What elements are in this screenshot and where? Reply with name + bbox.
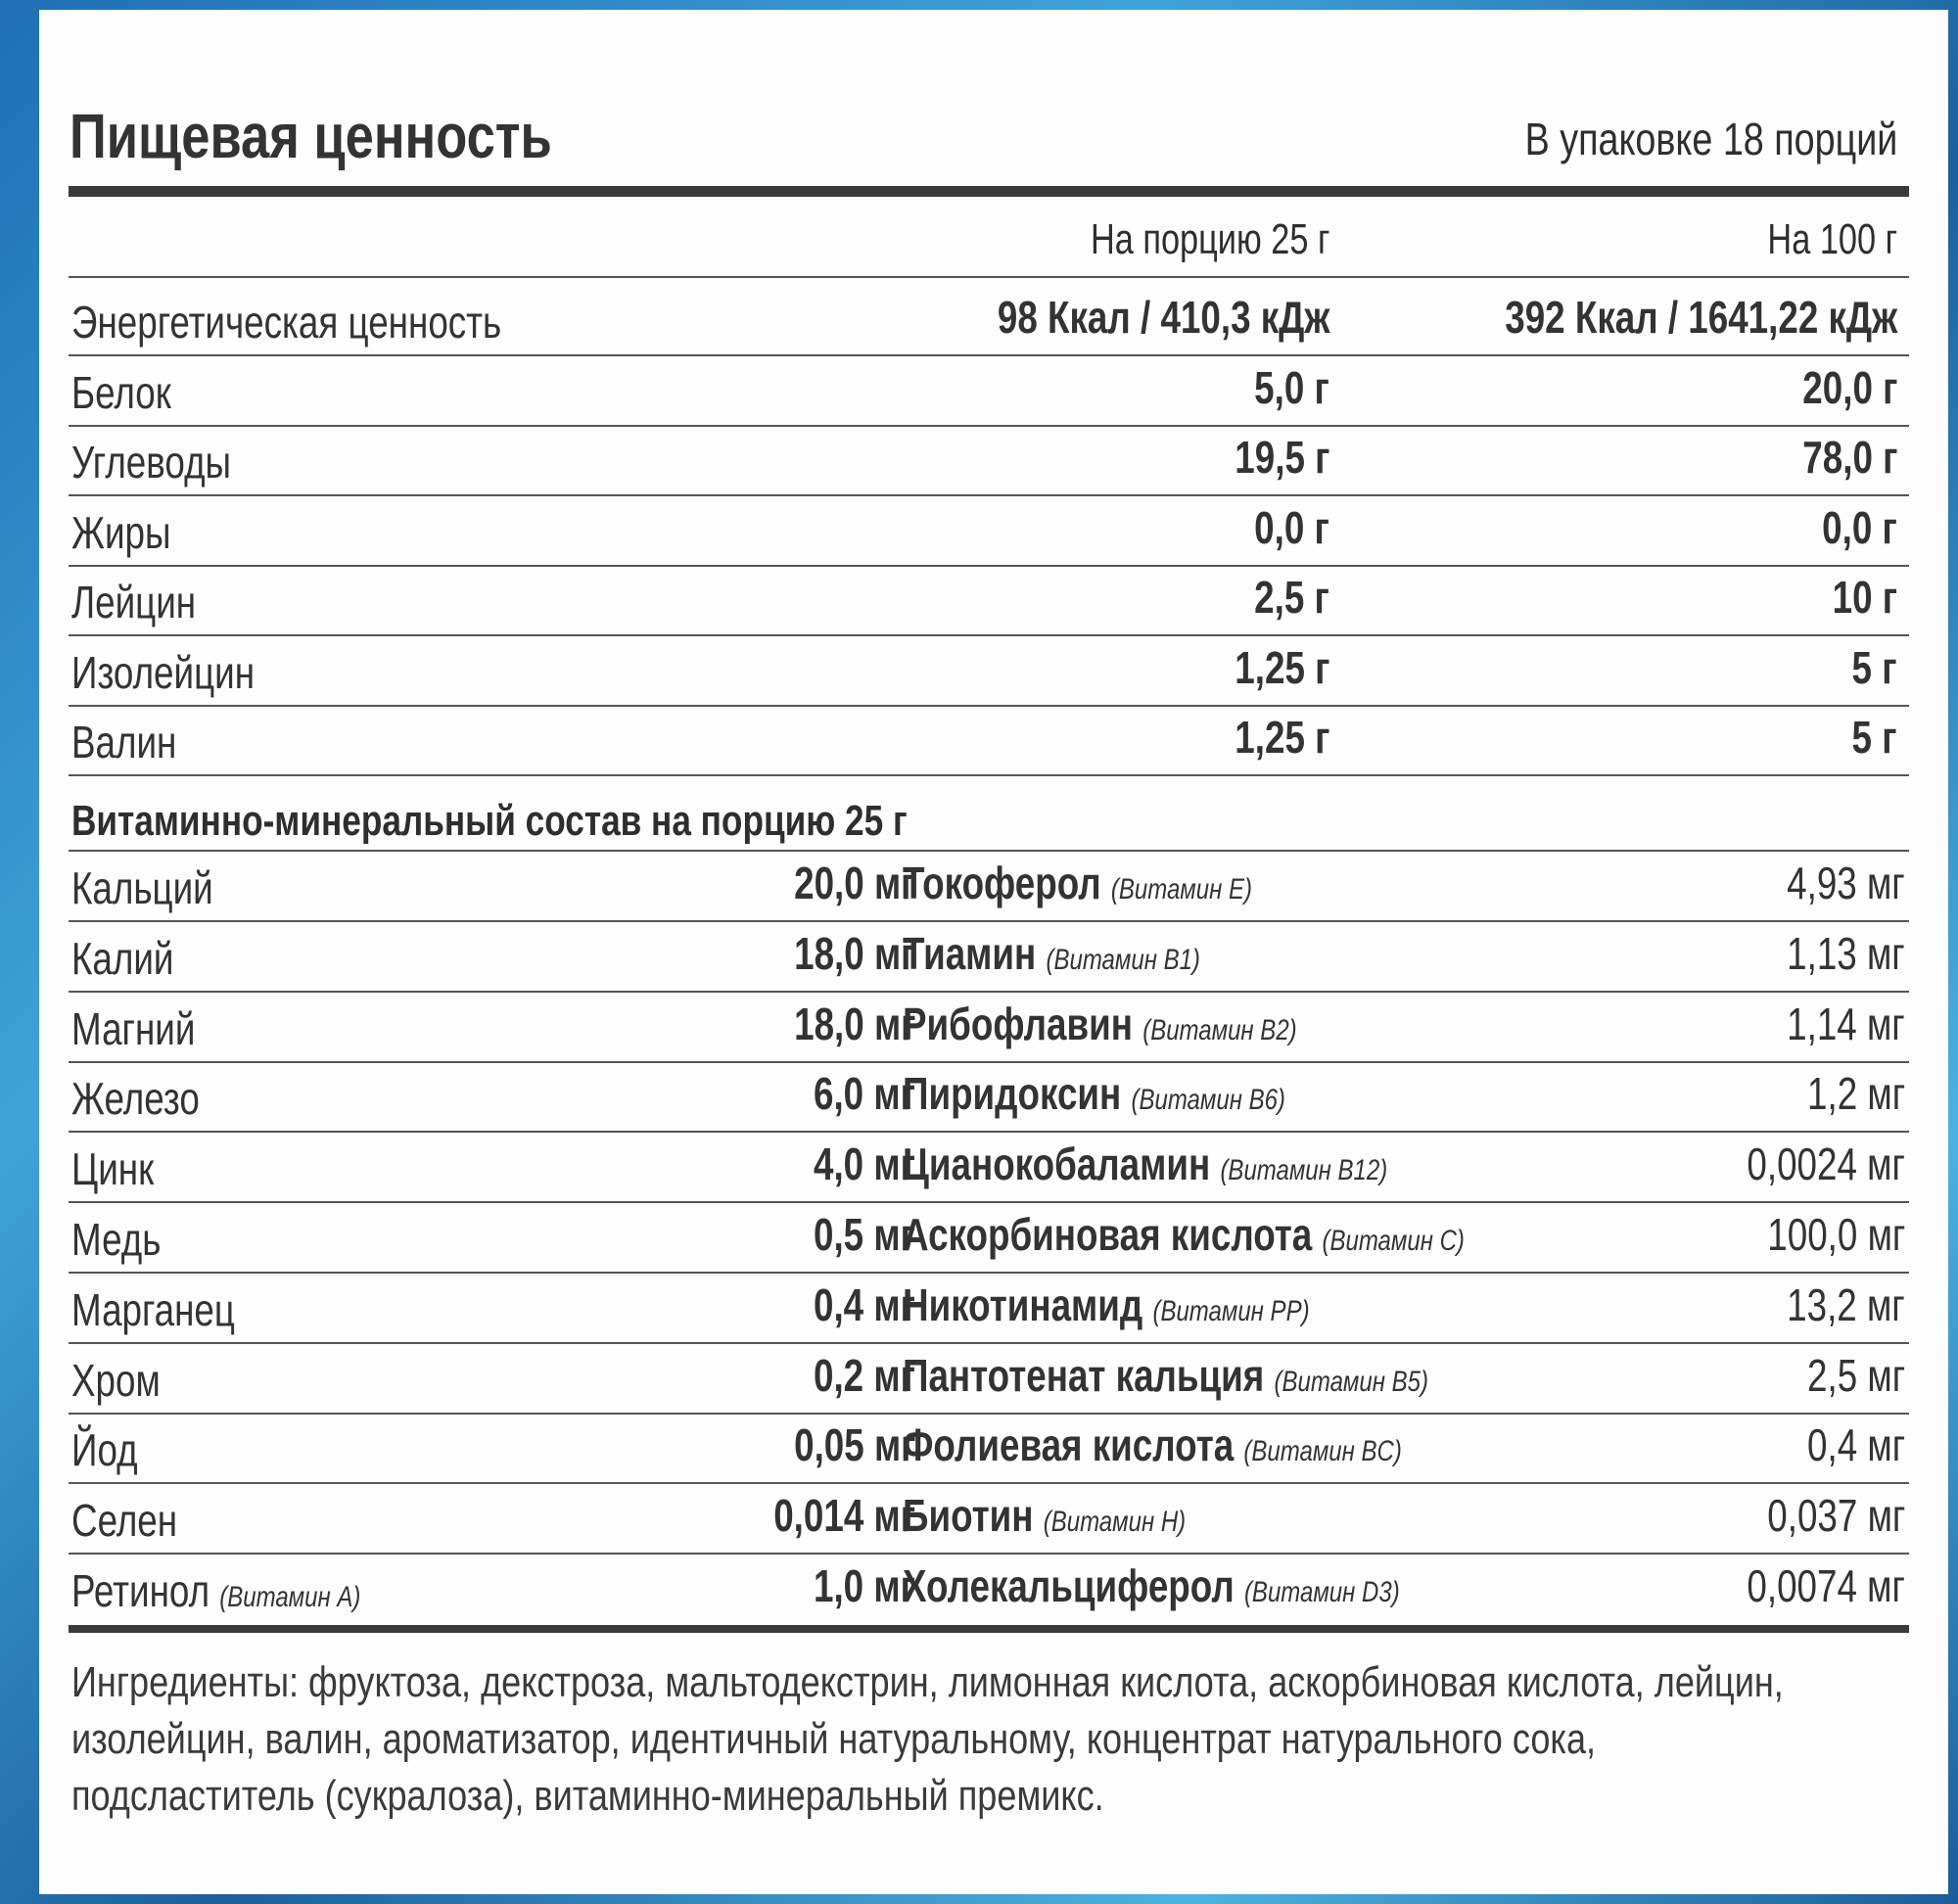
vitamin-name [903, 857, 1252, 909]
mineral-name [71, 1072, 200, 1125]
mineral-label: Магний [71, 1002, 196, 1054]
nutrient-per-serving: 1,25 г [1234, 641, 1329, 693]
mineral-name [71, 1564, 360, 1617]
vitamin-value: 1,2 мг [1806, 1068, 1905, 1120]
vitamin-section-title: Витаминно-минеральный состав на порцию 25 г [71, 797, 908, 845]
mineral-label: Медь [71, 1214, 162, 1265]
mineral-value: 18,0 мг [793, 998, 915, 1049]
nutrient-per-100g: 392 Ккал / 1641,22 кДж [1505, 292, 1897, 343]
mineral-name [71, 1002, 195, 1055]
vitamin-note: (Витамин B2) [1142, 1013, 1297, 1046]
mineral-name [71, 1494, 177, 1547]
vitamin-value: 0,4 мг [1806, 1419, 1905, 1471]
mineral-name [71, 1354, 161, 1407]
nutrient-per-serving: 5,0 г [1254, 361, 1329, 413]
nutrient-per-serving: 19,5 г [1234, 432, 1329, 483]
vitamin-label: Токоферол [903, 858, 1101, 908]
vitamin-note: (Витамин B1) [1046, 943, 1200, 976]
mineral-value: 20,0 мг [793, 858, 915, 908]
nutrition-label [39, 10, 1948, 1894]
row-divider [69, 565, 1909, 567]
nutrient-name: Углеводы [71, 437, 231, 488]
nutrient-per-100g: 5 г [1851, 641, 1897, 693]
row-divider [69, 774, 1909, 776]
mineral-value: 4,0 мг [814, 1138, 915, 1190]
nutrient-name: Валин [71, 717, 177, 767]
vitamin-value: 0,037 мг [1766, 1490, 1905, 1542]
vitamin-name [903, 1067, 1285, 1120]
mineral-name [71, 861, 213, 914]
label-title: Пищевая ценность [70, 101, 552, 171]
row-divider [69, 494, 1909, 496]
vitamin-note: (Витамин PP) [1152, 1294, 1310, 1327]
vitamin-value: 13,2 мг [1787, 1278, 1905, 1330]
nutrient-per-serving: 1,25 г [1234, 712, 1329, 763]
row-divider [69, 354, 1909, 356]
mineral-label: Кальций [71, 862, 213, 913]
row-divider [69, 1553, 1909, 1555]
vitamin-label: Никотинамид [903, 1278, 1143, 1330]
table-bottom-divider [69, 1625, 1909, 1633]
vitamin-name [903, 1278, 1310, 1331]
vitamin-value: 1,13 мг [1787, 927, 1905, 979]
row-divider [69, 991, 1909, 993]
row-divider [69, 1272, 1909, 1274]
vitamin-label: Аскорбиновая кислота [903, 1209, 1313, 1260]
vitamin-value: 2,5 мг [1806, 1349, 1905, 1401]
title-divider [69, 186, 1909, 197]
mineral-label: Калий [71, 932, 174, 984]
row-divider [69, 425, 1909, 427]
nutrient-name: Лейцин [71, 577, 197, 627]
nutrient-name: Изолейцин [71, 646, 256, 698]
mineral-value: 1,0 мг [814, 1560, 915, 1611]
vitamin-label: Пиридоксин [903, 1068, 1122, 1120]
mineral-label: Хром [71, 1354, 161, 1406]
mineral-label: Ретинол [71, 1565, 210, 1616]
vitamin-value: 0,0074 мг [1747, 1560, 1905, 1611]
vitamin-name [903, 1138, 1387, 1190]
vitamin-value: 100,0 мг [1766, 1209, 1905, 1260]
vitamin-label: Тиамин [903, 927, 1037, 979]
row-divider [69, 1482, 1909, 1484]
nutrient-per-100g: 78,0 г [1801, 432, 1897, 483]
row-divider [69, 1201, 1909, 1203]
row-divider [69, 1061, 1909, 1063]
nutrient-per-100g: 0,0 г [1822, 501, 1897, 553]
mineral-name [71, 1423, 138, 1476]
mineral-label: Йод [71, 1424, 138, 1476]
row-divider [69, 705, 1909, 707]
mineral-label: Марганец [71, 1283, 235, 1335]
vitamin-label: Фолиевая кислота [903, 1419, 1235, 1471]
mineral-value: 0,05 мг [793, 1419, 915, 1471]
vitamin-label: Рибофлавин [903, 998, 1133, 1049]
vitamin-note: (Витамин B12) [1220, 1154, 1388, 1187]
row-divider [69, 1342, 1909, 1344]
nutrient-per-serving: 0,0 г [1254, 501, 1329, 553]
nutrient-per-serving: 98 Ккал / 410,3 кДж [997, 292, 1329, 343]
mineral-name [71, 1213, 161, 1266]
vitamin-name [903, 1559, 1400, 1612]
mineral-value: 0,4 мг [814, 1278, 915, 1330]
nutrient-per-100g: 20,0 г [1801, 361, 1897, 413]
mineral-value: 0,5 мг [814, 1209, 915, 1260]
vitamin-note: (Витамин E) [1110, 873, 1252, 906]
vitamin-note: (Витамин D3) [1243, 1576, 1400, 1608]
row-divider [69, 276, 1909, 278]
nutrient-per-serving: 2,5 г [1254, 572, 1329, 623]
mineral-value: 0,014 мг [773, 1490, 915, 1542]
mineral-label: Селен [71, 1495, 178, 1547]
vitamin-value: 4,93 мг [1787, 858, 1905, 908]
nutrient-name: Жиры [71, 506, 171, 558]
vitamin-note: (Витамин C) [1322, 1225, 1465, 1257]
nutrient-name: Белок [71, 366, 171, 418]
vitamin-note: (Витамин B5) [1274, 1365, 1428, 1398]
mineral-name [71, 1142, 154, 1195]
column-header-per-100g: На 100 г [1767, 215, 1897, 263]
vitamin-note: (Витамин H) [1043, 1506, 1187, 1539]
column-header-per-serving: На порцию 25 г [1090, 215, 1329, 263]
mineral-value: 18,0 мг [793, 927, 915, 979]
vitamin-label: Биотин [903, 1490, 1034, 1542]
mineral-value: 6,0 мг [814, 1068, 915, 1120]
vitamin-name [903, 998, 1297, 1050]
vitamin-name [903, 1418, 1402, 1471]
servings-per-package: В упаковке 18 порций [1524, 114, 1897, 164]
vitamin-value: 1,14 мг [1787, 998, 1905, 1049]
vitamin-name [903, 927, 1200, 980]
row-divider [69, 850, 1909, 852]
mineral-name [71, 1283, 235, 1336]
nutrient-name: Энергетическая ценность [71, 297, 502, 348]
mineral-note: (Витамин А) [219, 1581, 361, 1613]
mineral-label: Железо [71, 1073, 200, 1125]
vitamin-label: Пантотенат кальция [903, 1349, 1265, 1401]
vitamin-name [903, 1489, 1186, 1542]
nutrient-per-100g: 5 г [1851, 712, 1897, 763]
row-divider [69, 634, 1909, 636]
row-divider [69, 1131, 1909, 1133]
nutrient-per-100g: 10 г [1832, 572, 1897, 623]
ingredients-text: Ингредиенты: фруктоза, декстроза, мальтодекстрин, лимонная кислота, аскорбиновая кислота, лейцин, изолейцин, валин, ароматизатор, идентичный натуральному, концентрат натурального сока, подсластитель (сукралоза), витаминно-минеральный премикс. [71, 1658, 1784, 1820]
vitamin-note: (Витамин B6) [1131, 1084, 1285, 1117]
row-divider [69, 920, 1909, 922]
vitamin-name [903, 1349, 1428, 1402]
vitamin-label: Цианокобаламин [903, 1138, 1211, 1190]
mineral-value: 0,2 мг [814, 1349, 915, 1401]
row-divider [69, 1413, 1909, 1415]
vitamin-note: (Витамин BC) [1243, 1435, 1402, 1468]
vitamin-value: 0,0024 мг [1747, 1138, 1905, 1190]
mineral-name [71, 932, 174, 985]
mineral-label: Цинк [71, 1143, 155, 1195]
vitamin-label: Холекальциферол [903, 1560, 1235, 1611]
vitamin-name [903, 1208, 1465, 1261]
